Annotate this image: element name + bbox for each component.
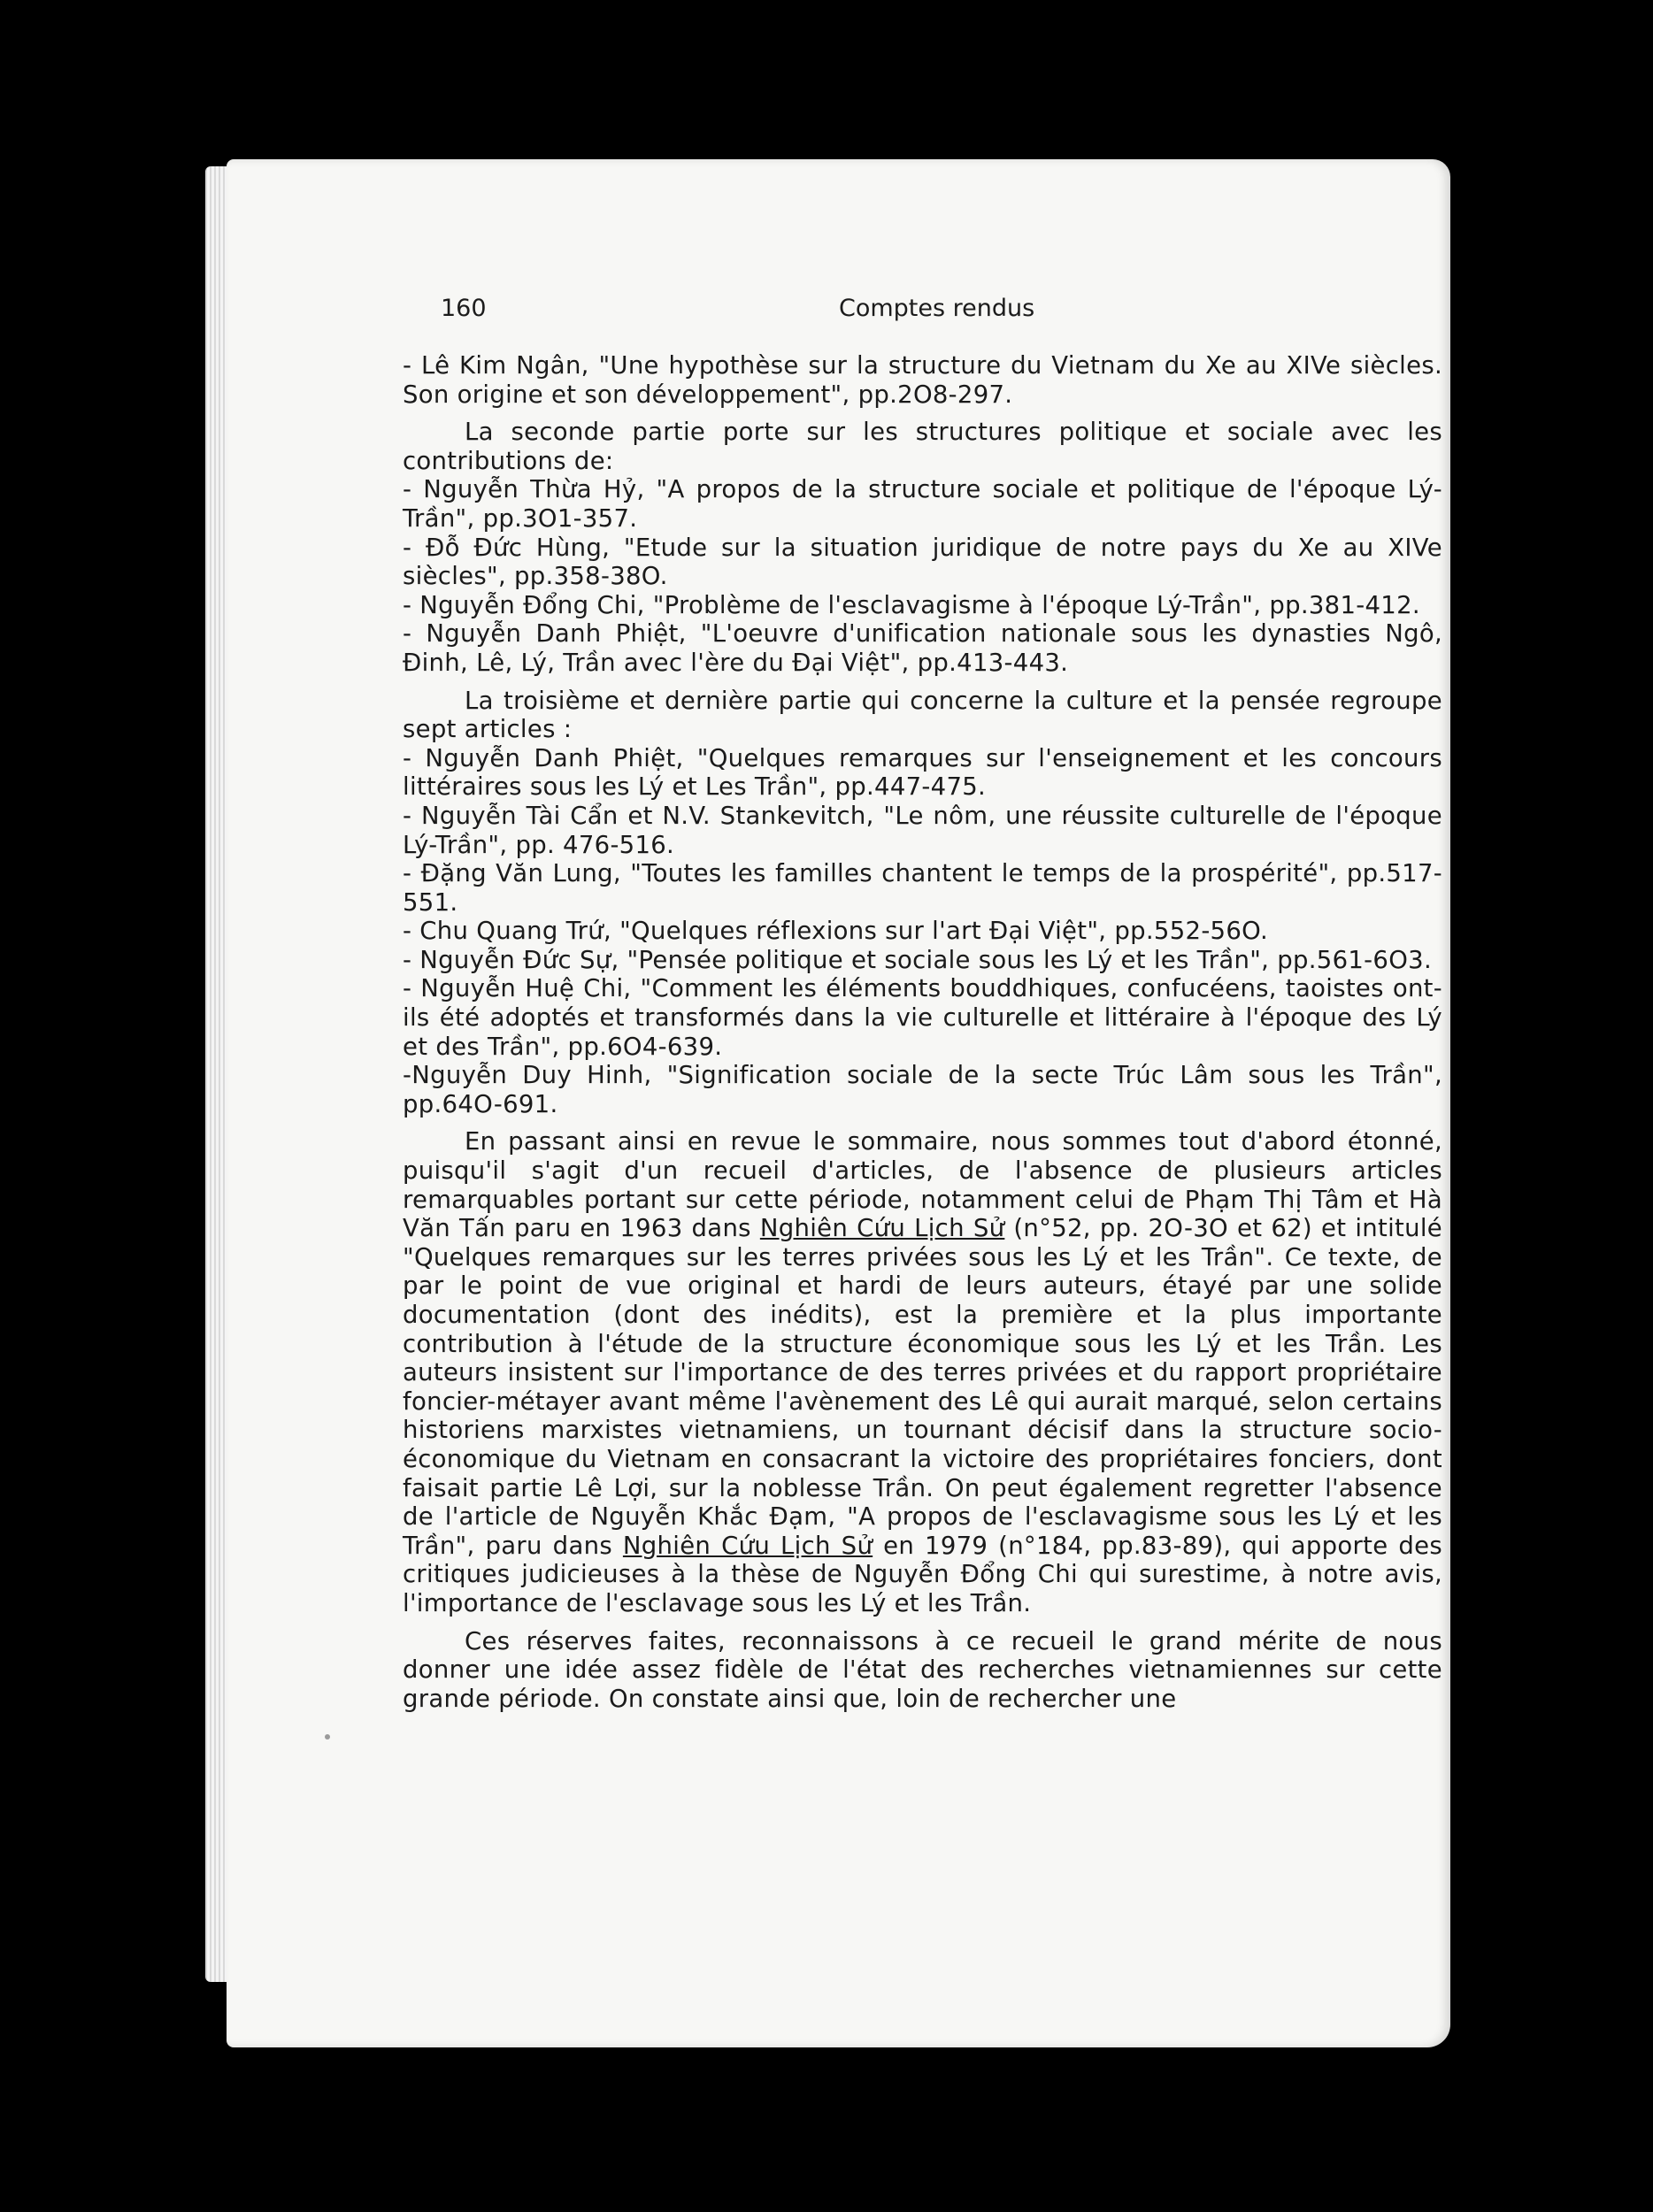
journal-title: Nghiên Cứu Lịch Sử <box>622 1531 873 1560</box>
bibliography-entry: - Đỗ Đức Hùng, "Etude sur la situation juridique de notre pays du Xe au XIVe siècles", pp.358-38O. <box>403 533 1442 591</box>
critique-text: en 1979 (n°184, pp.83-89), qui apporte des critiques judicieuses à la thèse de Nguyễn Đổng Chi qui surestime, à notre avis, l'importance de l'esclavage sous les Lý et les Trần. <box>403 1531 1442 1617</box>
bibliography-entry: - Chu Quang Trứ, "Quelques réflexions sur l'art Đại Việt", pp.552-56O. <box>403 917 1269 946</box>
critique-paragraph <box>403 1127 1442 1617</box>
critique-text: (n°52, pp. 2O-3O et 62) et intitulé "Quelques remarques sur les terres privées sous les Lý et les Trần". Ce texte, de par le point de vue original et hardi de leurs auteurs, étayé par une solide documentation (dont des inédits), est la première et la plus importante contribution à l'étude de la structure économique sous les Lý et les Trần. Les auteurs insistent sur l'importance de des terres privées et du rapport propriétaire foncier-métayer avant même l'avènement des Lê qui aurait marqué, selon certains historiens marxistes vietnamiens, un tournant décisif dans la structure socio-économique du Vietnam en consacrant la victoire des propriétaires fonciers, dont faisait partie Lê Lợi, sur la noblesse Trần. On peut également regretter l'absence de l'article de Nguyễn Khắc Đạm, "A propos de l'esclavagisme sous les Lý et les Trần", paru dans <box>403 1214 1442 1560</box>
part3-intro: La troisième et dernière partie qui concerne la culture et la pensée regroupe sept articles : <box>403 686 1442 744</box>
bibliography-entry: - Nguyễn Danh Phiệt, "Quelques remarques sur l'enseignement et les concours littéraires sous les Lý et Les Trần", pp.447-475. <box>403 743 1442 802</box>
running-head <box>441 295 1458 334</box>
journal-title: Nghiên Cứu Lịch Sử <box>759 1214 1005 1243</box>
part2-intro: La seconde partie porte sur les structures politique et sociale avec les contributions de: <box>403 418 1442 475</box>
closing-paragraph: Ces réserves faites, reconnaissons à ce recueil le grand mérite de nous donner une idée assez fidèle de l'état des recherches vietnamiennes sur cette grande période. On constate ainsi que, loin de rechercher une <box>403 1626 1442 1713</box>
bibliography-entry: - Nguyễn Danh Phiệt, "L'oeuvre d'unification nationale sous les dynasties Ngô, Đinh, Lê, Lý, Trần avec l'ère du Đại Việt", pp.413-443. <box>403 619 1442 677</box>
bibliography-entry: - Nguyễn Đức Sự, "Pensée politique et sociale sous les Lý et les Trần", pp.561-6O3. <box>403 945 1432 974</box>
bibliography-entry: - Nguyễn Thừa Hỷ, "A propos de la structure sociale et politique de l'époque Lý-Trần", pp.3O1-357. <box>403 475 1442 533</box>
bibliography-entry: - Đặng Văn Lung, "Toutes les familles chantent le temps de la prospérité", pp.517-551. <box>403 859 1442 917</box>
bibliography-entry: - Nguyễn Huệ Chi, "Comment les éléments bouddhiques, confucéens, taoistes ont-ils été adoptés et transformés dans la vie culturelle et littéraire à l'époque des Lý et des Trần", pp.6O4-639. <box>403 974 1442 1061</box>
bibliography-entry: - Nguyễn Đổng Chi, "Problème de l'esclavagisme à l'époque Lý-Trần", pp.381-412. <box>403 590 1420 619</box>
critique-text: En passant ainsi en revue le sommaire, nous sommes tout d'abord étonné, puisqu'il s'agit d'un recueil d'articles, de l'absence de plusieurs articles remarquables portant sur cette période, notamment celui de Phạm Thị Tâm et Hà Văn Tấn paru en 1963 dans <box>403 1127 1442 1243</box>
body-text <box>403 351 1442 1713</box>
bibliography-entry: - Lê Kim Ngân, "Une hypothèse sur la structure du Vietnam du Xe au XIVe siècles. Son origine et son développement", pp.2O8-297. <box>403 351 1442 409</box>
scan-speck <box>325 1734 330 1740</box>
bibliography-entry: -Nguyễn Duy Hinh, "Signification sociale de la secte Trúc Lâm sous les Trần", pp.64O-691. <box>403 1061 1442 1118</box>
running-title: Comptes rendus <box>839 295 1035 322</box>
page-number: 160 <box>441 295 487 322</box>
bibliography-entry: - Nguyễn Tài Cẩn et N.V. Stankevitch, "Le nôm, une réussite culturelle de l'époque Lý-Trần", pp. 476-516. <box>403 801 1442 859</box>
